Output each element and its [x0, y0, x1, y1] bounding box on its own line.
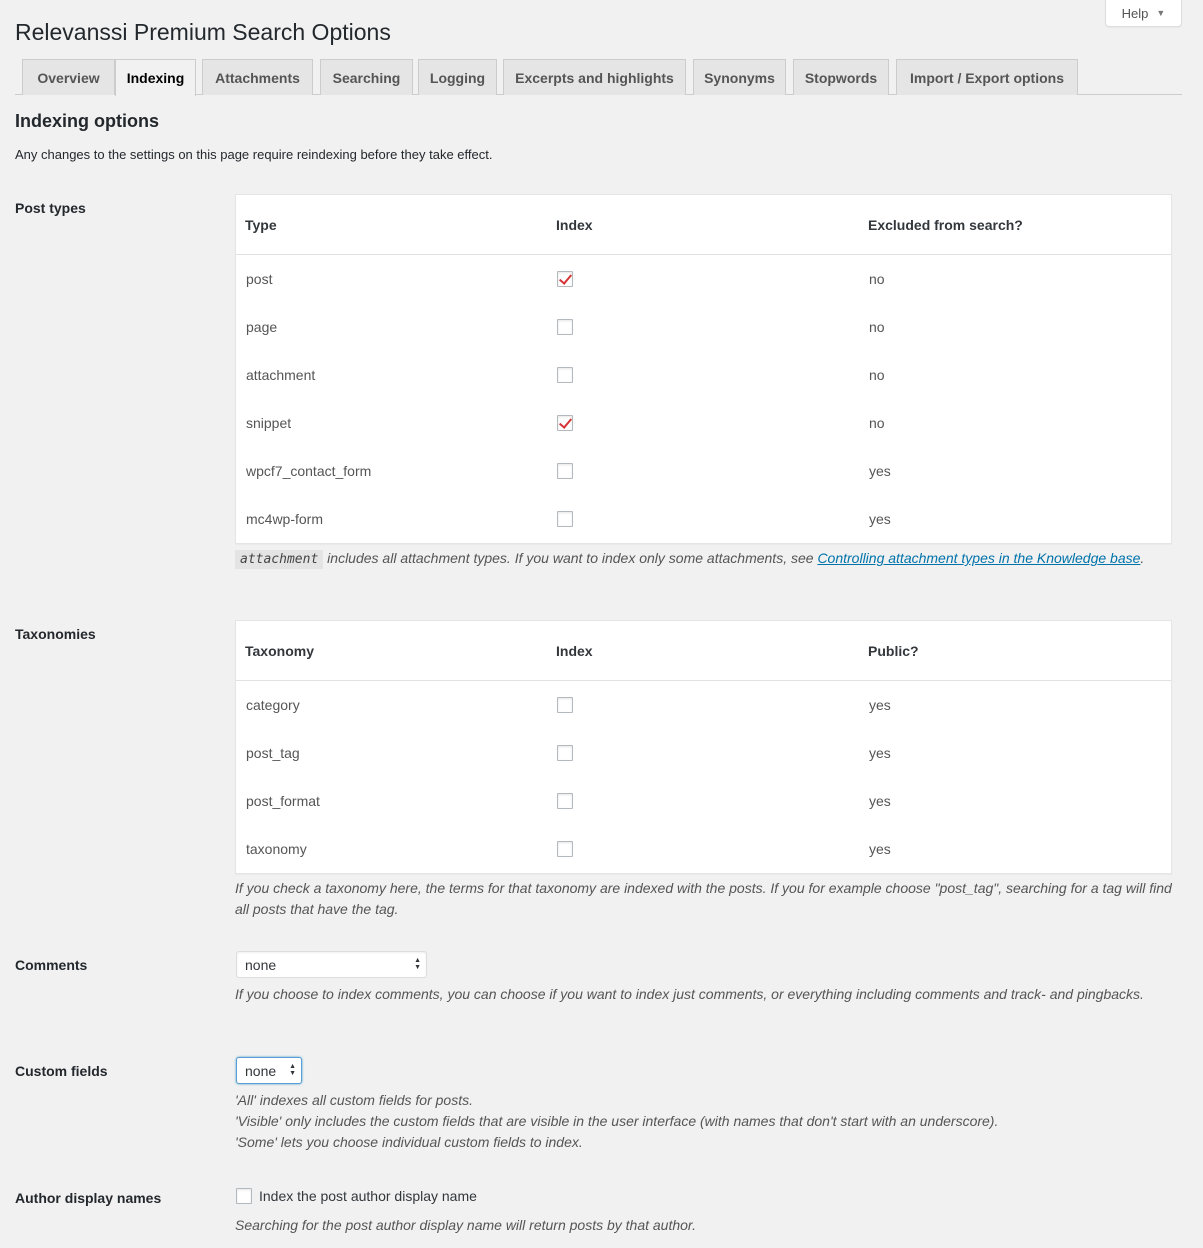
custom-fields-select[interactable]: [236, 1057, 302, 1084]
caret-down-icon: ▼: [1156, 8, 1166, 18]
author-names-checkbox[interactable]: [236, 1188, 252, 1204]
column-header-index: Index: [556, 217, 593, 233]
tab-bar: [15, 58, 1182, 95]
index-checkbox[interactable]: [557, 415, 573, 431]
knowledge-base-link[interactable]: Controlling attachment types in the Knowledge base: [817, 550, 1141, 566]
select-arrows-icon: ▲ ▼: [289, 1063, 296, 1077]
index-checkbox[interactable]: [557, 319, 573, 335]
excluded-cell: no: [869, 415, 885, 431]
column-header-public: Public?: [868, 643, 919, 659]
column-header-index: Index: [556, 643, 593, 659]
excluded-cell: yes: [869, 511, 891, 527]
intro-text: Any changes to the settings on this page require reindexing before they take effect.: [15, 147, 493, 162]
table-row: [236, 255, 1171, 303]
author-names-checkbox-label[interactable]: Index the post author display name: [259, 1188, 477, 1204]
help-label: Help: [1121, 5, 1149, 21]
index-checkbox[interactable]: [557, 793, 573, 809]
tab-overview[interactable]: Overview: [22, 59, 115, 95]
column-header-taxonomy: Taxonomy: [245, 643, 314, 659]
attachment-code: attachment: [235, 550, 323, 569]
comments-select-value: none: [245, 956, 277, 973]
public-cell: yes: [869, 697, 891, 713]
type-cell: attachment: [246, 367, 316, 383]
table-row: [236, 351, 1171, 399]
tab-indexing[interactable]: Indexing: [115, 59, 196, 96]
author-names-label: Author display names: [15, 1190, 162, 1206]
index-checkbox[interactable]: [557, 367, 573, 383]
table-header: [236, 621, 1171, 681]
post-types-table: [235, 194, 1172, 544]
taxonomies-label: Taxonomies: [15, 626, 96, 642]
excluded-cell: no: [869, 367, 885, 383]
excluded-cell: yes: [869, 463, 891, 479]
type-cell: wpcf7_contact_form: [246, 463, 372, 479]
custom-fields-description: 'All' indexes all custom fields for posts. 'Visible' only includes the custom fields that are visible in the user interface (with names that don't start with an underscore). 'Some' lets you choose individual custom fields to index.: [235, 1092, 999, 1150]
taxonomy-cell: category: [246, 697, 300, 713]
table-row: [236, 777, 1171, 825]
type-cell: page: [246, 319, 278, 335]
taxonomies-description: If you check a taxonomy here, the terms for that taxonomy are indexed with the posts. If you for example choose "post_tag", searching for a tag will find all posts that have the tag.: [235, 880, 1172, 917]
excluded-cell: no: [869, 319, 885, 335]
tab-attachments[interactable]: Attachments: [202, 59, 313, 95]
custom-fields-label: Custom fields: [15, 1063, 108, 1079]
taxonomy-cell: post_format: [246, 793, 320, 809]
section-title: Indexing options: [15, 111, 159, 131]
help-button[interactable]: [1105, 0, 1182, 27]
post-types-description: attachment includes all attachment types. If you want to index only some attachments, see Controlling attachment types in the Knowledge base.: [235, 548, 1175, 570]
custom-fields-select-value: none: [245, 1062, 277, 1079]
table-row: [236, 681, 1171, 729]
tab-import-export[interactable]: Import / Export options: [896, 59, 1078, 95]
table-row: [236, 447, 1171, 495]
table-row: [236, 729, 1171, 777]
column-header-type: Type: [245, 217, 277, 233]
type-cell: post: [246, 271, 273, 287]
tab-synonyms[interactable]: Synonyms: [693, 59, 786, 95]
tab-excerpts[interactable]: Excerpts and highlights: [503, 59, 686, 95]
index-checkbox[interactable]: [557, 511, 573, 527]
table-row: [236, 399, 1171, 447]
type-cell: snippet: [246, 415, 292, 431]
table-row: [236, 303, 1171, 351]
index-checkbox[interactable]: [557, 697, 573, 713]
column-header-excluded: Excluded from search?: [868, 217, 1023, 233]
comments-label: Comments: [15, 957, 88, 973]
index-checkbox[interactable]: [557, 745, 573, 761]
taxonomy-cell: taxonomy: [246, 841, 307, 857]
taxonomy-cell: post_tag: [246, 745, 300, 761]
post-types-label: Post types: [15, 200, 86, 216]
select-arrows-icon: ▲ ▼: [414, 957, 421, 971]
index-checkbox[interactable]: [557, 271, 573, 287]
public-cell: yes: [869, 841, 891, 857]
index-checkbox[interactable]: [557, 841, 573, 857]
public-cell: yes: [869, 745, 891, 761]
tab-logging[interactable]: Logging: [418, 59, 497, 95]
author-names-description: Searching for the post author display name will return posts by that author.: [235, 1217, 696, 1233]
public-cell: yes: [869, 793, 891, 809]
index-checkbox[interactable]: [557, 463, 573, 479]
table-header: [236, 195, 1171, 255]
table-row: [236, 825, 1171, 873]
tab-searching[interactable]: Searching: [320, 59, 413, 95]
comments-description: If you choose to index comments, you can choose if you want to index just comments, or everything including comments and track- and pingbacks.: [235, 986, 1144, 1002]
type-cell: mc4wp-form: [246, 511, 324, 527]
page-title: Relevanssi Premium Search Options: [15, 19, 391, 45]
excluded-cell: no: [869, 271, 885, 287]
table-row: [236, 495, 1171, 543]
comments-select[interactable]: [236, 951, 427, 978]
tab-stopwords[interactable]: Stopwords: [793, 59, 889, 95]
taxonomies-table: [235, 620, 1172, 874]
